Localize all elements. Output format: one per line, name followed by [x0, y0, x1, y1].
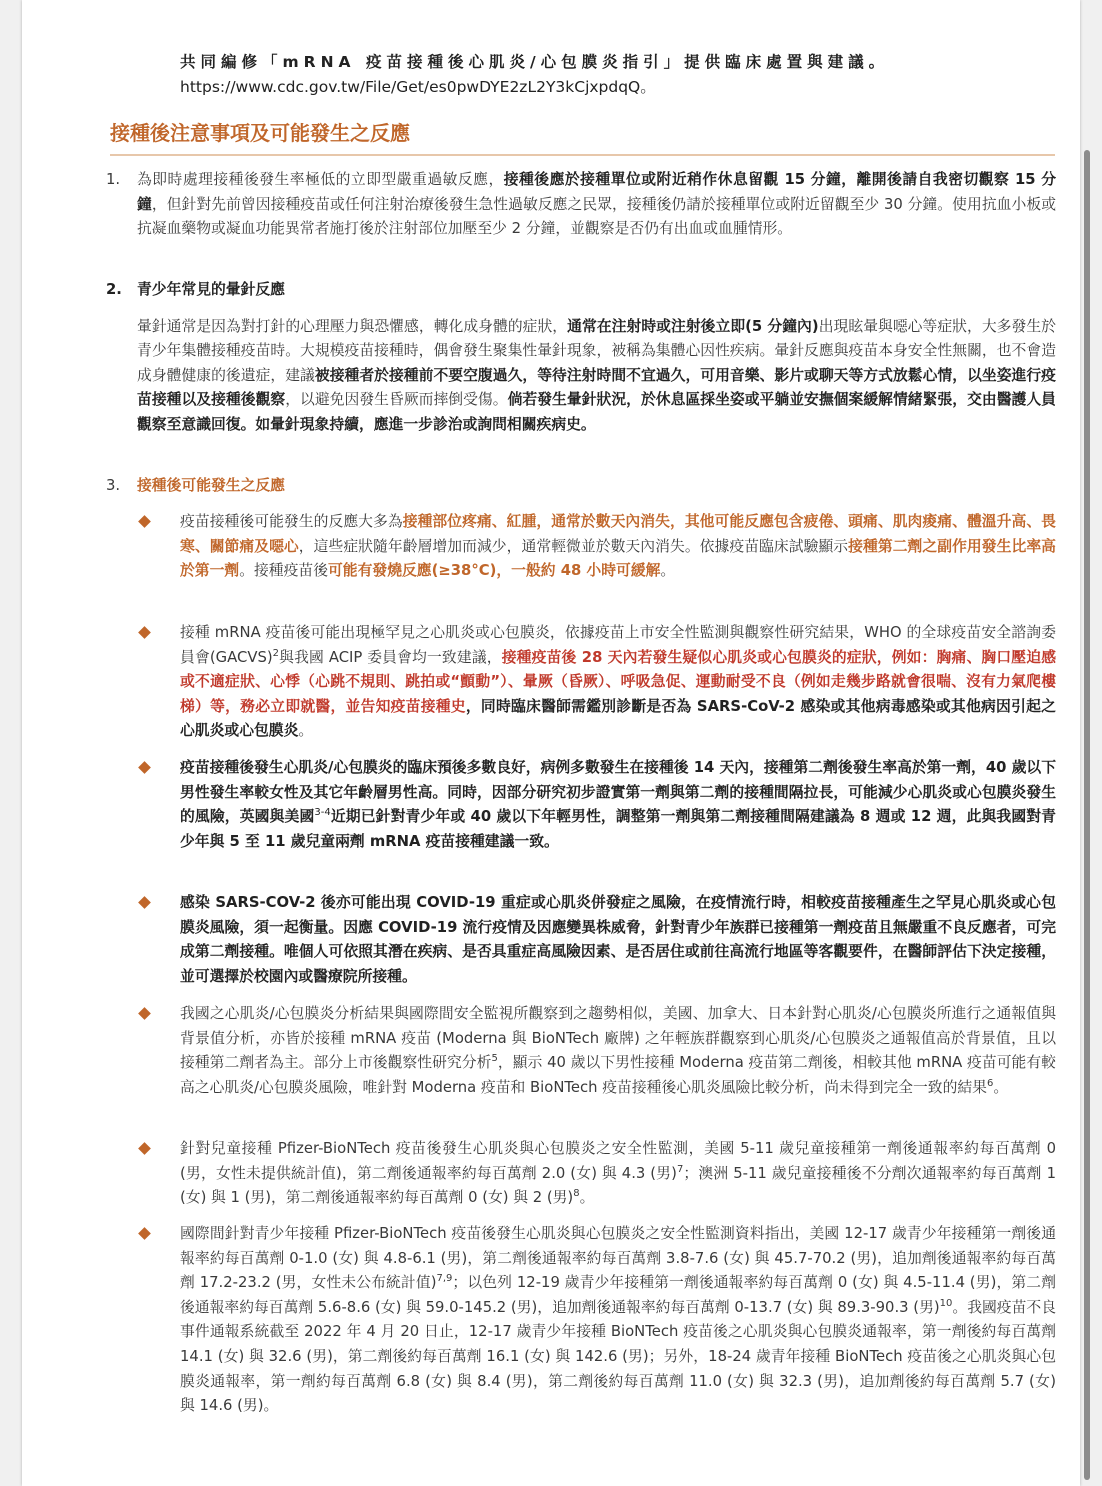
citation: 8 — [573, 1188, 580, 1200]
text-span: 疫苗接種後發生心肌炎/心包膜炎的臨床預後多數良好，病例多數發生在接種後 14 天內，接種第二劑後發生率高於第一劑，40 歲以下男性發生率較女性及其它年齡層男性高。同時，因部分研究初步證實第一劑與第二劑的接種間隔拉長，可能減少心肌炎或心包膜炎發生的風險，英國與美國 — [180, 759, 1056, 826]
bullet-3-text — [180, 756, 1056, 854]
bullet-5-text — [180, 1002, 1056, 1100]
text-span: 。 — [298, 722, 314, 740]
bullet-5 — [140, 1002, 1056, 1100]
diamond-bullet-icon — [138, 1227, 151, 1240]
diamond-bullet-icon — [138, 626, 151, 639]
item-2-heading: 青少年常見的暈針反應 — [137, 281, 285, 298]
item-number: 2. — [106, 281, 122, 298]
citation: 7,9 — [436, 1273, 453, 1285]
bullet-4-text: 感染 SARS-COV-2 後亦可能出現 COVID-19 重症或心肌炎併發症之風險，在疫情流行時，相較疫苗接種產生之罕見心肌炎或心包膜炎風險，須一起衡量。因應 COVID-19 流行疫情及因應變異株威脅，針對青少年族群已接種第一劑疫苗且無嚴重不良反應者，可完成第二劑接種。唯個人可依照其潛在疾病、是否具重症高風險因素、是否居住或前往高流行地區等客觀要件，在醫師評估下決定接種，並可選擇於校園內或醫療院所接種。 — [180, 894, 1056, 985]
bullet-1 — [140, 510, 1056, 584]
text-span: 我國之心肌炎/心包膜炎分析結果與國際間安全監視所觀察到之趨勢相似，美國、加拿大、日本針對心肌炎/心包膜炎所進行之通報值與背景值分析，亦皆於接種 mRNA 疫苗 (Moderna 與 BioNTech 廠牌) 之年輕族群觀察到心肌炎/心包膜炎之通報值高於背景值，且以接種第二劑者為主。部分上市後觀察性研究分析 — [180, 1005, 1056, 1072]
text-span: 針對兒童接種 Pfizer-BioNTech 疫苗後發生心肌炎與心包膜炎之安全性監測，美國 5-11 歲兒童接種第一劑後通報率約每百萬劑 0 (男，女性未提供統計值)，第二劑後通報率約每百萬劑 2.0 (女) 與 4.3 (男) — [180, 1140, 1056, 1182]
text-span: 。 — [579, 1189, 595, 1207]
item-2-text — [137, 315, 1056, 438]
citation: 6 — [986, 1077, 994, 1089]
diamond-bullet-icon — [138, 1142, 151, 1155]
highlight-text: 可能有發燒反應(≥38°C)，一般約 48 小時可緩解 — [328, 562, 661, 580]
emphasis-text: ，同時臨床醫師需鑑別診斷是否為 SARS-CoV-2 感染或其他病毒感染或其他病因引起之心肌炎或心包膜炎 — [180, 697, 1056, 740]
text-span: 國際間針對青少年接種 Pfizer-BioNTech 疫苗後發生心肌炎與心包膜炎之安全性監測資料指出，美國 12-17 歲青少年接種第一劑後通報率約每百萬劑 0-1.0 (女) 與 4.8-6.1 (男)，第二劑後通報率約每百萬劑 3.8-7.6 (女) 與 45.7-70.2 (男)，追加劑後通報率約每百萬劑 17.2-23.2 (男，女性未公布統計值) — [180, 1225, 1056, 1292]
citation: 3-4 — [314, 807, 331, 819]
text-span: 為即時處理接種後發生率極低的立即型嚴重過敏反應， — [137, 171, 504, 188]
citation: 5 — [491, 1053, 498, 1065]
item-1-text — [137, 168, 1056, 242]
diamond-bullet-icon — [138, 1007, 151, 1020]
text-span: ，顯示 40 歲以下男性接種 Moderna 疫苗第二劑後，相較其他 mRNA 疫苗可能有較高之心肌炎/心包膜炎風險，唯針對 Moderna 疫苗和 BioNTech 疫苗接種後心肌炎風險比較分析，尚未得到完全一致的結果 — [180, 1054, 1056, 1096]
list-item-3 — [106, 474, 1056, 499]
item-3-heading: 接種後可能發生之反應 — [137, 477, 285, 494]
citation: 2 — [272, 647, 279, 659]
bullet-6-text — [180, 1137, 1056, 1211]
vertical-scrollbar[interactable] — [1084, 150, 1090, 1480]
text-span: ；以色列 12-19 歲青少年接種第一劑後通報率約每百萬劑 0 (女) 與 4.5-11.4 (男)，第二劑後通報率約每百萬劑 5.6-8.6 (女) 與 59.0-145.2 (男)，追加劑後通報率約每百萬劑 0-13.7 (女) 與 89.3-90.3 (男) — [180, 1274, 1057, 1316]
list-item-2 — [106, 278, 1056, 438]
citation: 10 — [939, 1297, 953, 1309]
text-span: ，以避免因發生昏厥而摔倒受傷。 — [285, 391, 508, 409]
text-span: 。我國疫苗不良事件通報系統截至 2022 年 4 月 20 日止，12-17 歲青少年接種 BioNTech 疫苗後之心肌炎與心包膜炎通報率，第一劑後約每百萬劑 14.1 (女) 與 32.6 (男)，第二劑後約每百萬劑 16.1 (女) 與 142.6 (男)；另外，18-24 歲青年接種 BioNTech 疫苗後之心肌炎與心包膜炎通報率，第一劑約每百萬劑 6.8 (女) 與 8.4 (男)，第二劑後約每百萬劑 11.0 (女) 與 32.3 (男)，追加劑後約每百萬劑 5.7 (女) 與 14.6 (男)。 — [180, 1298, 1056, 1415]
text-span: 出現眩暈與噁心等症狀，大多發生於青少年集體接種疫苗時。大規模疫苗接種時，偶會發生聚集性暈針現象，被稱為集體心因性疾病。暈針反應與疫苗本身安全性無關，也不會造成身體健康的後遺症，建議 — [137, 317, 1056, 384]
citation: 7 — [676, 1163, 684, 1175]
item-number: 1. — [106, 171, 121, 188]
text-span: 。 — [993, 1078, 1009, 1096]
diamond-bullet-icon — [138, 515, 151, 528]
section-title: 接種後注意事項及可能發生之反應 — [110, 117, 1055, 156]
bullet-3 — [140, 756, 1056, 854]
bullet-4 — [140, 891, 1056, 989]
warning-text: 接種疫苗後 28 天內若發生疑似心肌炎或心包膜炎的症狀，例如：胸痛、胸口壓迫感或不適症狀、心悸（心跳不規則、跳拍或“顫動”）、暈厥（昏厥）、呼吸急促、運動耐受不良（例如走幾步路就會很喘、沒有力氣爬樓梯）等，務必立即就醫，並告知疫苗接種史 — [180, 648, 1056, 715]
emphasis-text: 被接種者於接種前不要空腹過久，等待注射時間不宜過久，可用音樂、影片或聊天等方式放鬆心情，以坐姿進行疫苗接種以及接種後觀察 — [137, 366, 1056, 409]
highlight-text: 接種部位疼痛、紅腫，通常於數天內消失，其他可能反應包含疲倦、頭痛、肌肉痠痛、體溫升高、畏寒、關節痛及噁心 — [180, 513, 1056, 555]
emphasis-text: 倘若發生暈針狀況，於休息區採坐姿或平躺並安撫個案緩解情緒緊張，交由醫護人員觀察至意識回復。如暈針現象持續，應進一步診治或詢問相關疾病史。 — [137, 391, 1056, 433]
list-item-1 — [106, 168, 1056, 242]
text-span: ；澳洲 5-11 歲兒童接種後不分劑次通報率約每百萬劑 1 (女) 與 1 (男)，第二劑後通報率約每百萬劑 0 (女) 與 2 (男) — [180, 1164, 1056, 1207]
text-span: 。 — [660, 562, 676, 580]
text-span: 近期已針對青少年或 40 歲以下年輕男性，調整第一劑與第二劑接種間隔建議為 8 週或 12 週，此與我國對青少年與 5 至 11 歲兒童兩劑 mRNA 疫苗接種建議一致。 — [180, 808, 1056, 850]
text-span: 疫苗接種後可能發生的反應大多為 — [180, 513, 403, 530]
bullet-7-text — [180, 1222, 1056, 1419]
text-span: 暈針通常是因為對打針的心理壓力與恐懼感，轉化成身體的症狀， — [137, 317, 568, 335]
guideline-link[interactable]: https://www.cdc.gov.tw/File/Get/es0pwDYE2zL2Y3kCjxpdqQ。 — [180, 78, 656, 96]
highlight-text: 接種第二劑之副作用發生比率高於第一劑 — [180, 537, 1056, 580]
document-page — [22, 0, 1080, 1486]
bullet-2-text — [180, 621, 1056, 744]
diamond-bullet-icon — [138, 761, 151, 774]
intro-text — [180, 50, 1055, 100]
text-span: 。接種疫苗後 — [239, 562, 328, 580]
bullet-1-text — [180, 510, 1056, 584]
text-span: 接種 mRNA 疫苗後可能出現極罕見之心肌炎或心包膜炎，依據疫苗上市安全性監測與觀察性研究結果，WHO 的全球疫苗安全諮詢委員會(GACVS) — [180, 624, 1056, 666]
item-number: 3. — [106, 477, 121, 494]
bullet-2 — [140, 621, 1056, 744]
emphasis-text: 接種後應於接種單位或附近稍作休息留觀 15 分鐘，離開後請自我密切觀察 15 分鐘 — [137, 171, 1056, 213]
text-span: ，這些症狀隨年齡層增加而減少，通常輕微並於數天內消失。依據疫苗臨床試驗顯示 — [298, 537, 849, 555]
bullet-6 — [140, 1137, 1056, 1211]
text-span: 與我國 ACIP 委員會均一致建議， — [279, 648, 502, 666]
item-2-content — [137, 278, 1056, 438]
intro-line-1: 共同編修「mRNA 疫苗接種後心肌炎/心包膜炎指引」提供臨床處置與建議。 — [180, 53, 890, 71]
diamond-bullet-icon — [138, 896, 151, 909]
emphasis-text: 通常在注射時或注射後立即(5 分鐘內) — [567, 317, 819, 335]
text-span: ，但針對先前曾因接種疫苗或任何注射治療後發生急性過敏反應之民眾，接種後仍請於接種單位或附近留觀至少 30 分鐘。使用抗血小板或抗凝血藥物或凝血功能異常者施打後於注射部位加壓至少 2 分鐘，並觀察是否仍有出血或血腫情形。 — [137, 195, 1056, 238]
bullet-7 — [140, 1222, 1056, 1419]
